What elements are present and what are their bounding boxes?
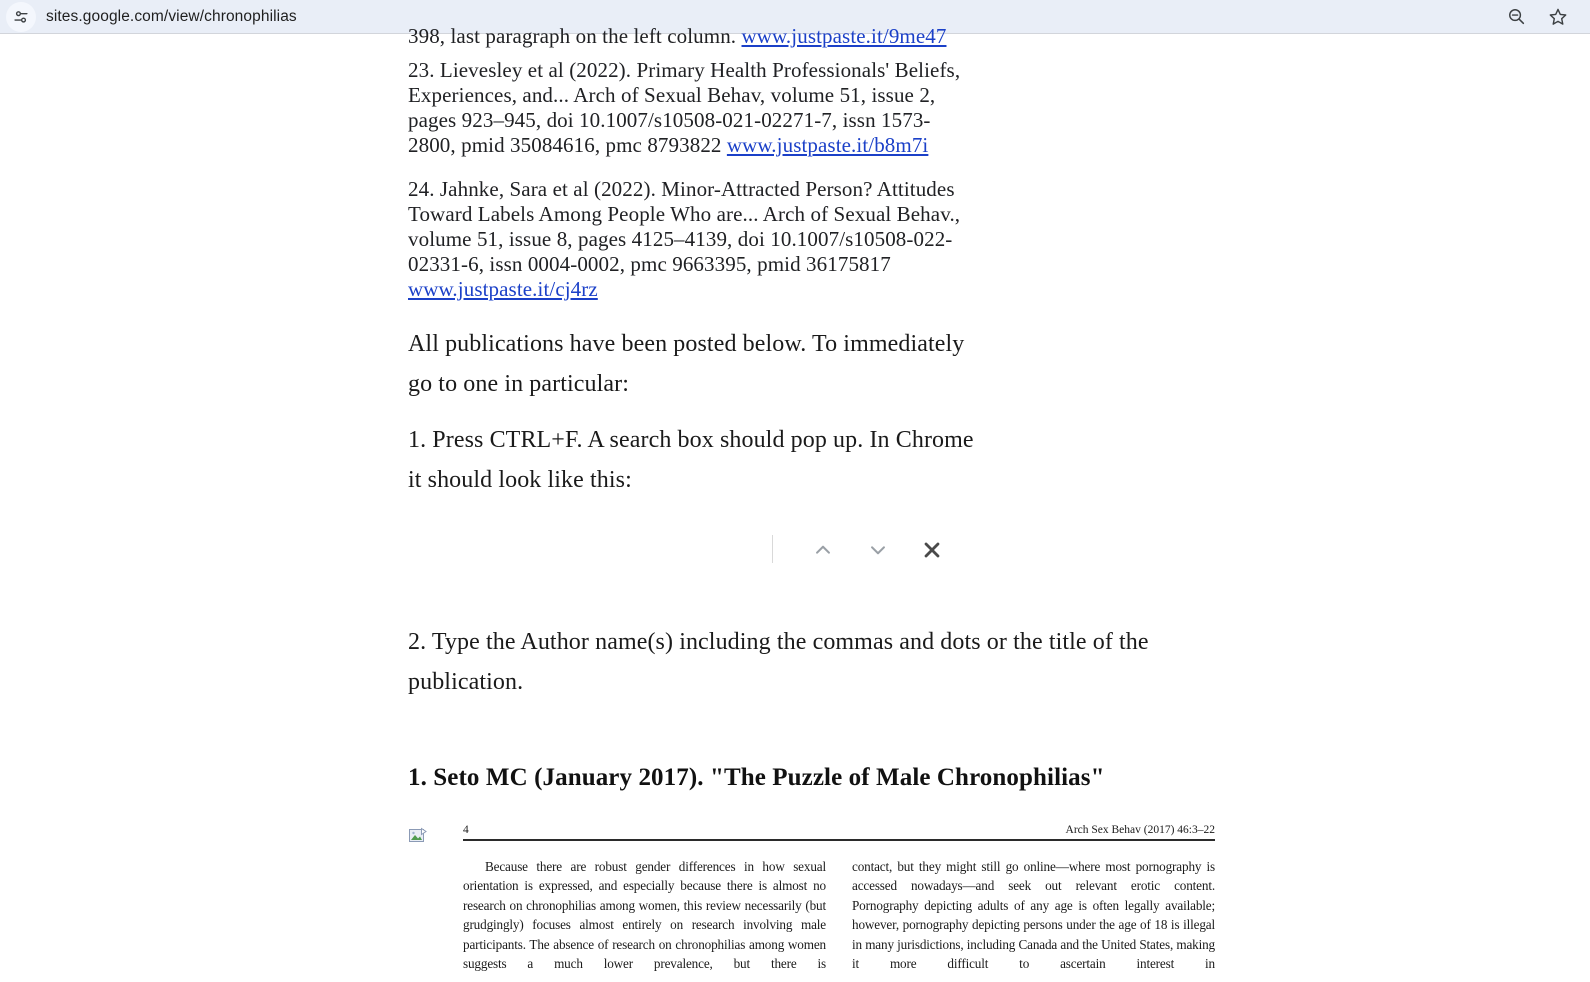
tune-sliders-icon [12, 8, 30, 26]
pdf-body-columns [463, 857, 1215, 973]
reference-item [408, 177, 968, 302]
pdf-running-header [463, 824, 1215, 839]
findbar-divider [772, 535, 773, 563]
article-content [408, 24, 1528, 846]
reference-link[interactable]: www.justpaste.it/cj4rz [408, 277, 598, 301]
bookmark-button[interactable] [1546, 5, 1570, 29]
page-viewport [0, 24, 1590, 982]
toolbar-actions [1504, 5, 1570, 29]
reference-text: 23. Lievesley et al (2022). Primary Health Professionals' Beliefs, Experiences, and... Arch of Sexual Behav, volume 51, issue 2, pages 923–945, doi 10.1007/s10508-021-02271-7, issn 1573-2800, pmid 35084616, pmc 8793822 [408, 58, 961, 157]
intro-paragraph: All publications have been posted below. To immediately go to one in particular: [408, 331, 965, 397]
broken-image-icon [408, 826, 428, 846]
pdf-right-column [852, 857, 1215, 973]
pdf-journal-citation: Arch Sex Behav (2017) 46:3–22 [1065, 824, 1215, 836]
pdf-left-column [463, 857, 826, 973]
address-bar-url[interactable]: sites.google.com/view/chronophilias [46, 7, 297, 25]
reference-item [408, 58, 968, 158]
chevron-down-icon [865, 537, 891, 563]
step-1-paragraph: 1. Press CTRL+F. A search box should pop up. In Chrome it should look like this: [408, 427, 974, 493]
zoom-out-button[interactable] [1504, 5, 1528, 29]
pdf-page-scan [463, 824, 1215, 973]
chevron-up-icon [810, 537, 836, 563]
pdf-page-number: 4 [463, 824, 469, 836]
pdf-left-column-text: Because there are robust gender differences in how sexual orientation is expressed, and especially because there is almost no research on chronophilias among women, this review necessarily (but grudgingly) focuses almost entirely on research involving male participants. The absence of research on chronophilias among women suggests a much lower prevalence, but there is [463, 859, 826, 972]
publication-heading: 1. Seto MC (January 2017). "The Puzzle of Male Chronophilias" [408, 764, 1105, 791]
zoom-out-magnifier-icon [1507, 7, 1526, 26]
pdf-header-rule [463, 839, 1215, 841]
findbar-screenshot [408, 522, 1168, 592]
reference-item [408, 24, 1028, 48]
findbar-close-button [910, 528, 954, 572]
findbar-previous-button [801, 528, 845, 572]
site-settings-button[interactable] [6, 2, 36, 32]
findbar-next-button [856, 528, 900, 572]
reference-text: 398, last paragraph on the left column. [408, 24, 742, 48]
star-outline-icon [1548, 7, 1568, 27]
step-2-paragraph: 2. Type the Author name(s) including the commas and dots or the title of the publication. [408, 629, 1149, 695]
broken-image-placeholder [408, 826, 428, 846]
reference-link[interactable]: www.justpaste.it/b8m7i [726, 133, 929, 157]
reference-text: 24. Jahnke, Sara et al (2022). Minor-Attracted Person? Attitudes Toward Labels Among People Who are... Arch of Sexual Behav., volume 51, issue 8, pages 4125–4139, doi 10.1007/s10508-022-02331-6, issn 0004-0002, pmc 9663395, pmid 36175817 [408, 177, 961, 276]
close-x-icon [919, 537, 945, 563]
reference-link[interactable]: www.justpaste.it/9me47 [741, 24, 947, 48]
pdf-right-column-text: contact, but they might still go online—where most pornography is accessed nowadays—and seek out relevant erotic content. Pornography depicting adults of any age is often legally available; however, pornography depicting persons under the age of 18 is illegal in many jurisdictions, including Canada and the United States, making it more difficult to ascertain interest in [852, 859, 1215, 972]
